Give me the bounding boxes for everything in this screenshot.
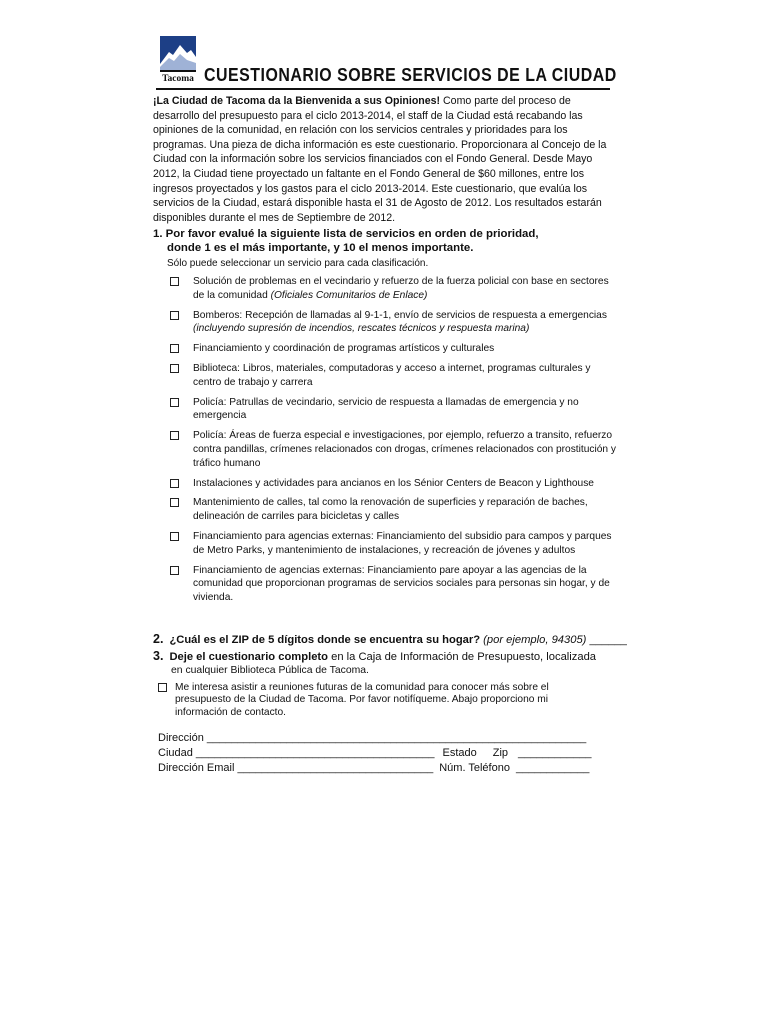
service-label: Policía: Áreas de fuerza especial e investigaciones, por ejemplo, refuerzo a transito, refuerzo contra pandillas, crímenes relacionados con drogas, crímenes relacionados con prostitución y tráfico humano — [193, 430, 617, 469]
question-2-example: (por ejemplo, 94305) — [483, 634, 587, 646]
tacoma-logo — [160, 36, 196, 84]
tacoma-mountain-logo-icon — [160, 36, 196, 84]
question-1-line2: donde 1 es el más importante, y 10 el menos importante. — [167, 241, 474, 254]
title-divider — [156, 88, 610, 90]
service-item — [168, 396, 620, 424]
service-item — [168, 530, 620, 558]
service-label-italic: (incluyendo supresión de incendios, rescates técnicos y respuesta marina) — [193, 323, 530, 335]
zip-label: Zip — [492, 747, 509, 759]
service-label: Mantenimiento de calles, tal como la renovación de superficies y reparación de baches, delineación de carriles para bicicletas y calles — [193, 497, 588, 523]
question-3-rest: en la Caja de Información de Presupuesto, localizada — [327, 651, 597, 663]
phone-field[interactable]: ____________ — [515, 762, 590, 774]
service-label-italic: (Oficiales Comunitarios de Enlace) — [270, 289, 428, 301]
intro-lead: ¡La Ciudad de Tacoma da la Bienvenida a sus Opiniones! — [153, 95, 441, 107]
service-label: Policía: Patrullas de vecindario, servicio de respuesta a llamadas de emergencia y no emergencia — [193, 396, 579, 422]
meeting-optin-checkbox[interactable] — [158, 683, 167, 692]
service-item — [168, 564, 620, 605]
meeting-optin-label: Me interesa asistir a reuniones futuras de la comunidad para conocer más sobre el presupuesto de la Ciudad de Tacoma. Por favor notifíqueme. Abajo proporciono mi información de contacto. — [175, 682, 549, 718]
intro-paragraph — [153, 94, 611, 225]
question-3-line2: en cualquier Biblioteca Pública de Tacoma. — [171, 665, 369, 676]
service-item — [168, 309, 620, 337]
question-3 — [153, 649, 623, 678]
service-item — [168, 429, 620, 470]
service-item — [168, 477, 620, 491]
question-1-note: Sólo puede seleccionar un servicio para cada clasificación. — [167, 258, 429, 269]
service-label: Financiamiento y coordinación de programas artísticos y culturales — [193, 343, 495, 355]
question-2 — [153, 632, 627, 646]
service-checkbox[interactable] — [170, 277, 179, 286]
address-field[interactable]: Dirección ______________________________________________________________ — [158, 732, 587, 744]
logo-text: Tacoma — [162, 74, 194, 84]
service-label: Instalaciones y actividades para ancianos en los Sénior Centers de Beacon y Lighthouse — [193, 477, 594, 489]
service-item — [168, 275, 620, 303]
contact-form — [158, 731, 618, 776]
service-checkbox[interactable] — [170, 479, 179, 488]
question-2-text: ¿Cuál es el ZIP de 5 dígitos donde se encuentra su hogar? — [169, 634, 481, 646]
service-label: Biblioteca: Libros, materiales, computadoras y acceso a internet, programas culturales y centro de trabajo y carrera — [193, 362, 591, 388]
phone-label: Núm. Teléfono — [439, 762, 510, 774]
service-label: Bomberos: Recepción de llamadas al 9-1-1, envío de servicios de respuesta a emergencias — [193, 309, 607, 321]
service-checkbox[interactable] — [170, 566, 179, 575]
service-checkbox[interactable] — [170, 532, 179, 541]
state-label: Estado — [442, 747, 477, 759]
zip-field[interactable]: ____________ — [518, 747, 592, 759]
service-label: Financiamiento de agencias externas: Financiamiento pare apoyar a las agencias de la comunidad que proporcionan programas de servicios sociales para personas sin hogar, y de vivienda. — [193, 564, 610, 604]
intro-body: Como parte del proceso de desarrollo del presupuesto para el ciclo 2013-2014, el staff de la Ciudad está recabando las opiniones de la comunidad, en relación con los servicios centrales y prioridades para los programas. Una pieza de dicha información es este cuestionario. Proporcionara al Concejo de la Ciudad con la información sobre los servicios financiados con el Fondo General. Desde Mayo 2012, la Ciudad tiene proyectado un faltante en el Fondo General de $60 millones, entre los ingresos proyectados y los gastos para el ciclo 2013-2014. Este cuestionario, que evalúa los servicios de la Ciudad, estará disponible hasta el 31 de Agosto de 2012. Los resultados estarán disponibles durante el mes de Septiembre de 2012. — [153, 95, 607, 224]
email-field[interactable]: Dirección Email ________________________________ — [158, 762, 434, 774]
question-3-number: 3. — [153, 649, 164, 663]
service-item — [168, 342, 620, 356]
service-label: Solución de problemas en el vecindario y refuerzo de la fuerza policial con base en sectores de la comunidad — [193, 276, 609, 301]
service-checkbox[interactable] — [170, 431, 179, 440]
service-label: Financiamiento para agencias externas: Financiamiento del subsidio para campos y parques de Metro Parks, y mantenimiento de instalaciones, y recreación de jóvenes y adultos — [193, 530, 612, 556]
service-checkbox[interactable] — [170, 398, 179, 407]
question-3-bold: Deje el cuestionario completo — [169, 651, 328, 663]
service-checkbox[interactable] — [170, 364, 179, 373]
service-item — [168, 362, 620, 390]
page-title: CUESTIONARIO SOBRE SERVICIOS DE LA CIUDAD — [204, 64, 617, 85]
service-checkbox[interactable] — [170, 344, 179, 353]
service-checkbox[interactable] — [170, 311, 179, 320]
question-1-line1: 1. Por favor evalué la siguiente lista de servicios en orden de prioridad, — [153, 228, 539, 240]
zip-answer-field[interactable]: ______ — [589, 634, 627, 646]
service-list — [168, 275, 620, 605]
question-2-number: 2. — [153, 632, 164, 646]
city-field[interactable]: Ciudad _______________________________________ — [158, 747, 435, 759]
service-checkbox[interactable] — [170, 498, 179, 507]
service-item — [168, 496, 620, 524]
meeting-optin — [158, 682, 598, 719]
question-1 — [153, 228, 613, 255]
